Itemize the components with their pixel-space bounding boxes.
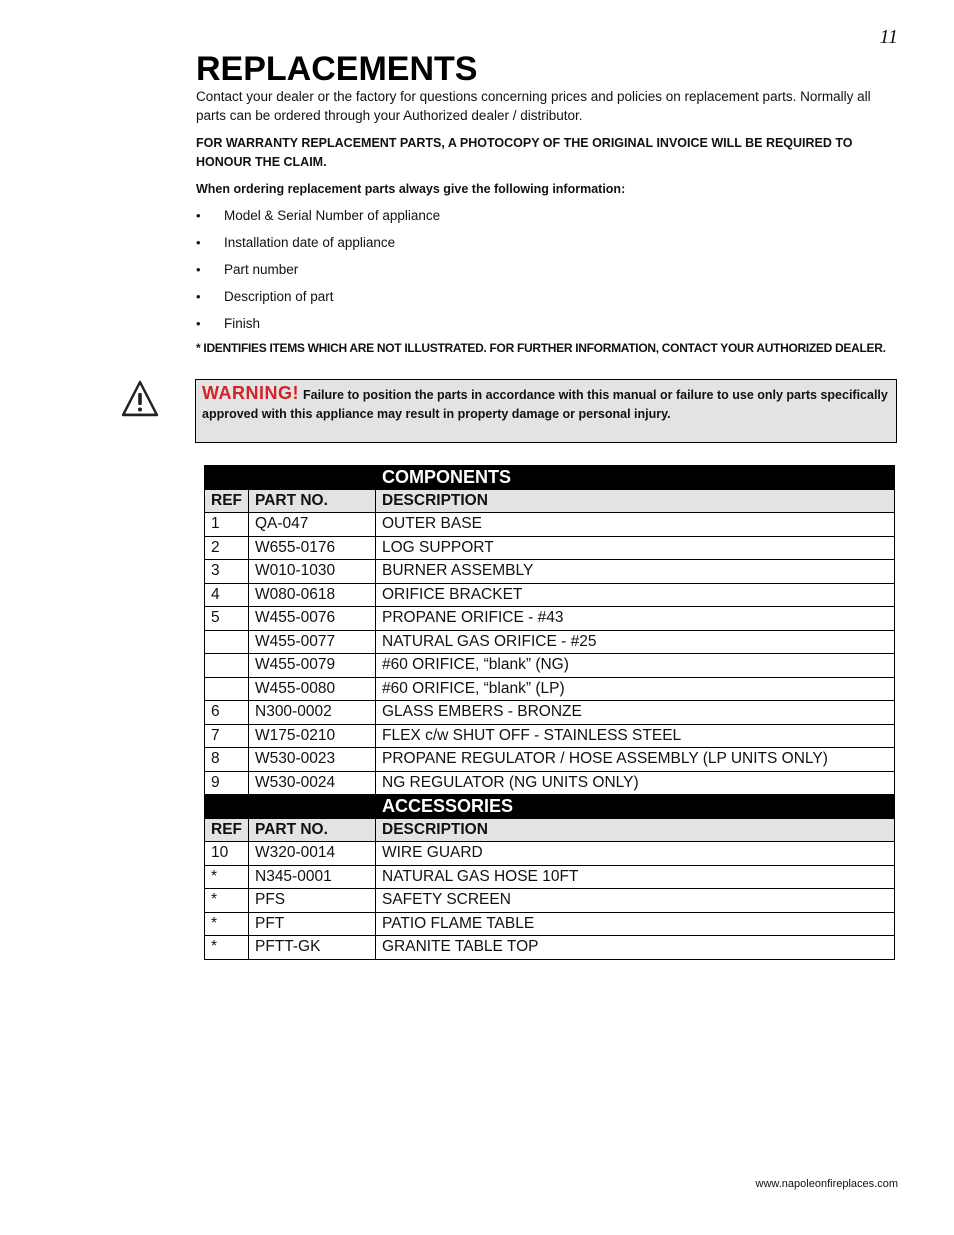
- part-no-cell: N300-0002: [249, 701, 376, 725]
- ref-cell: 10: [205, 842, 249, 866]
- part-no-cell: QA-047: [249, 513, 376, 537]
- part-no-cell: PFT: [249, 912, 376, 936]
- warning-text: Failure to position the parts in accordance with this manual or failure to use only parts specifically approved with this appliance may result in property damage or personal injury.: [202, 388, 888, 421]
- bullet-icon: •: [196, 316, 201, 331]
- description-cell: OUTER BASE: [376, 513, 895, 537]
- description-cell: NG REGULATOR (NG UNITS ONLY): [376, 771, 895, 795]
- ordering-intro: When ordering replacement parts always give the following information:: [196, 182, 626, 196]
- part-no-cell: W320-0014: [249, 842, 376, 866]
- part-no-cell: W175-0210: [249, 724, 376, 748]
- description-cell: PROPANE REGULATOR / HOSE ASSEMBLY (LP UNITS ONLY): [376, 748, 895, 772]
- ref-header: REF: [205, 489, 249, 513]
- ref-cell: [205, 630, 249, 654]
- description-cell: PATIO FLAME TABLE: [376, 912, 895, 936]
- components-title: COMPONENTS: [376, 466, 895, 490]
- ref-cell: 3: [205, 560, 249, 584]
- description-cell: #60 ORIFICE, “blank” (LP): [376, 677, 895, 701]
- ref-cell: 7: [205, 724, 249, 748]
- table-row: [205, 583, 895, 607]
- ref-cell: 5: [205, 607, 249, 631]
- ref-header: REF: [205, 818, 249, 842]
- ref-cell: *: [205, 865, 249, 889]
- part-no-cell: W530-0023: [249, 748, 376, 772]
- table-row: [205, 748, 895, 772]
- part-no-cell: W455-0079: [249, 654, 376, 678]
- accessories-section-header: [205, 795, 895, 819]
- part-no-cell: W530-0024: [249, 771, 376, 795]
- table-row: [205, 513, 895, 537]
- components-column-headers: [205, 489, 895, 513]
- part-no-cell: W455-0080: [249, 677, 376, 701]
- list-item: • Installation date of appliance: [196, 235, 396, 250]
- bullet-icon: •: [196, 289, 201, 304]
- ref-cell: *: [205, 936, 249, 960]
- warning-box: [195, 379, 897, 443]
- warning-triangle-icon: [120, 379, 160, 419]
- description-cell: WIRE GUARD: [376, 842, 895, 866]
- list-item: • Finish: [196, 316, 261, 331]
- bullet-icon: •: [196, 262, 201, 277]
- part-no-cell: PFTT-GK: [249, 936, 376, 960]
- description-cell: NATURAL GAS ORIFICE - #25: [376, 630, 895, 654]
- list-item: • Part number: [196, 262, 299, 277]
- table-row: [205, 889, 895, 913]
- ref-cell: [205, 654, 249, 678]
- description-cell: NATURAL GAS HOSE 10FT: [376, 865, 895, 889]
- table-row: [205, 865, 895, 889]
- table-row: [205, 842, 895, 866]
- ref-cell: 4: [205, 583, 249, 607]
- ordering-list: [196, 206, 900, 341]
- description-cell: ORIFICE BRACKET: [376, 583, 895, 607]
- table-row: [205, 536, 895, 560]
- part-no-header: PART NO.: [249, 489, 376, 513]
- page-title: REPLACEMENTS: [196, 50, 478, 88]
- table-row: [205, 724, 895, 748]
- warning-label: WARNING!: [202, 383, 299, 403]
- components-section-header: [205, 466, 895, 490]
- description-cell: FLEX c/w SHUT OFF - STAINLESS STEEL: [376, 724, 895, 748]
- table-row: [205, 607, 895, 631]
- footer-url: www.napoleonfireplaces.com: [755, 1178, 898, 1190]
- table-row: [205, 701, 895, 725]
- list-item: • Description of part: [196, 289, 334, 304]
- table-row: [205, 654, 895, 678]
- part-no-cell: W655-0176: [249, 536, 376, 560]
- description-cell: #60 ORIFICE, “blank” (NG): [376, 654, 895, 678]
- bullet-icon: •: [196, 235, 201, 250]
- intro-paragraph: Contact your dealer or the factory for questions concerning prices and policies on replacement parts. Normally all parts can be ordered through your Authorized dealer / distributor.: [196, 89, 871, 123]
- part-no-cell: N345-0001: [249, 865, 376, 889]
- list-item: • Model & Serial Number of appliance: [196, 208, 441, 223]
- accessories-title: ACCESSORIES: [376, 795, 895, 819]
- part-no-cell: W080-0618: [249, 583, 376, 607]
- description-cell: GLASS EMBERS - BRONZE: [376, 701, 895, 725]
- accessories-column-headers: [205, 818, 895, 842]
- table-row: [205, 630, 895, 654]
- ref-cell: *: [205, 889, 249, 913]
- part-no-header: PART NO.: [249, 818, 376, 842]
- table-row: [205, 677, 895, 701]
- description-cell: PROPANE ORIFICE - #43: [376, 607, 895, 631]
- description-cell: GRANITE TABLE TOP: [376, 936, 895, 960]
- bullet-icon: •: [196, 208, 201, 223]
- part-no-cell: W455-0077: [249, 630, 376, 654]
- not-illustrated-note: * IDENTIFIES ITEMS WHICH ARE NOT ILLUSTRATED. FOR FURTHER INFORMATION, CONTACT YOUR AUTHORIZED DEALER.: [196, 341, 886, 355]
- intro-section: [196, 87, 900, 357]
- parts-table: [204, 465, 895, 960]
- description-header: DESCRIPTION: [376, 818, 895, 842]
- part-no-cell: W455-0076: [249, 607, 376, 631]
- description-cell: BURNER ASSEMBLY: [376, 560, 895, 584]
- description-cell: SAFETY SCREEN: [376, 889, 895, 913]
- ref-cell: 9: [205, 771, 249, 795]
- table-row: [205, 912, 895, 936]
- table-row: [205, 560, 895, 584]
- ref-cell: 2: [205, 536, 249, 560]
- description-cell: LOG SUPPORT: [376, 536, 895, 560]
- description-header: DESCRIPTION: [376, 489, 895, 513]
- part-no-cell: PFS: [249, 889, 376, 913]
- table-row: [205, 771, 895, 795]
- warranty-note: FOR WARRANTY REPLACEMENT PARTS, A PHOTOCOPY OF THE ORIGINAL INVOICE WILL BE REQUIRED TO HONOUR THE CLAIM.: [196, 136, 853, 169]
- part-no-cell: W010-1030: [249, 560, 376, 584]
- ref-cell: [205, 677, 249, 701]
- page-number: 11: [879, 26, 898, 48]
- ref-cell: 8: [205, 748, 249, 772]
- ref-cell: 1: [205, 513, 249, 537]
- ref-cell: *: [205, 912, 249, 936]
- ref-cell: 6: [205, 701, 249, 725]
- table-row: [205, 936, 895, 960]
